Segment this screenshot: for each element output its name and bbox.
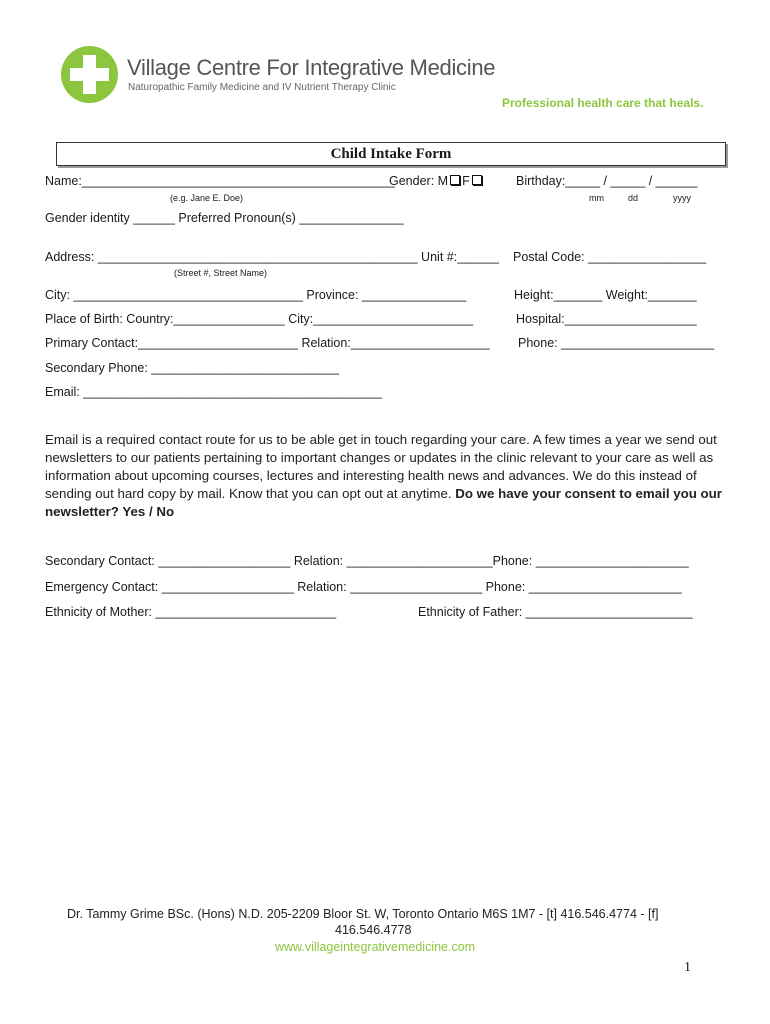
name-field[interactable]: Name:_____________________________________________ — [45, 174, 395, 188]
emergency-contact-field[interactable]: Emergency Contact: ___________________ Relation: ___________________ Phone: ______________________ — [45, 580, 682, 594]
height-weight-field[interactable]: Height:_______ Weight:_______ — [514, 288, 697, 302]
city-province-field[interactable]: City: _________________________________ Province: _______________ — [45, 288, 467, 302]
secondary-contact-field[interactable]: Secondary Contact: ___________________ Relation: _____________________Phone: ______________________ — [45, 554, 689, 568]
hospital-field[interactable]: Hospital:___________________ — [516, 312, 697, 326]
postal-code-field[interactable]: Postal Code: _________________ — [513, 250, 707, 264]
primary-contact-field[interactable]: Primary Contact:_______________________ Relation:____________________ — [45, 336, 490, 350]
secondary-phone-field[interactable]: Secondary Phone: ___________________________ — [45, 361, 340, 375]
place-of-birth-field[interactable]: Place of Birth: Country:________________ City:_______________________ — [45, 312, 474, 326]
footer-address: Dr. Tammy Grime BSc. (Hons) N.D. 205-2209 Bloor St. W, Toronto Ontario M6S 1M7 - [t] 416.546.4774 - [f] — [67, 907, 659, 921]
gender-identity-field[interactable]: Gender identity ______ Preferred Pronoun(s) _______________ — [45, 211, 404, 225]
consent-question[interactable]: Do we have your consent to email you our newsletter? Yes / No — [45, 486, 722, 519]
tagline: Professional health care that heals. — [502, 96, 704, 110]
footer-fax: 416.546.4778 — [335, 923, 412, 937]
org-subtitle: Naturopathic Family Medicine and IV Nutrient Therapy Clinic — [128, 82, 396, 93]
ethnicity-father-field[interactable]: Ethnicity of Father: ________________________ — [418, 605, 693, 619]
gender-field — [389, 174, 484, 188]
ethnicity-mother-field[interactable]: Ethnicity of Mother: __________________________ — [45, 605, 337, 619]
gender-m-checkbox[interactable] — [450, 175, 460, 185]
birthday-dd-hint: dd — [628, 193, 639, 203]
email-field[interactable]: Email: ___________________________________________ — [45, 385, 383, 399]
gender-f-label: F — [462, 174, 470, 188]
address-field[interactable]: Address: ______________________________________________ Unit #:______ — [45, 250, 499, 264]
consent-text: Email is a required contact route for us to be able get in touch regarding your care. A few times a year we send out newsletters to our patients pertaining to important changes or updates in the clinic relevant to your care as well as information about upcoming courses, lectures and interesting health news and advances. We do this instead of sending out hard copy by mail. Know that you can opt out at anytime. — [45, 432, 717, 501]
birthday-yyyy-hint: yyyy — [673, 193, 691, 203]
email-consent-paragraph — [45, 431, 735, 521]
birthday-mm-hint: mm — [589, 193, 604, 203]
address-hint: (Street #, Street Name) — [174, 268, 268, 278]
org-name: Village Centre For Integrative Medicine — [127, 55, 496, 80]
footer-url[interactable]: www.villageintegrativemedicine.com — [275, 940, 476, 954]
page-number: 1 — [684, 960, 691, 975]
birthday-field[interactable]: Birthday:_____ / _____ / ______ — [516, 174, 698, 188]
gender-label: Gender: M — [389, 174, 449, 188]
form-title: Child Intake Form — [56, 142, 726, 166]
primary-phone-field[interactable]: Phone: ______________________ — [518, 336, 715, 350]
clinic-logo-icon — [61, 46, 118, 103]
name-hint: (e.g. Jane E. Doe) — [170, 193, 244, 203]
gender-f-checkbox[interactable] — [472, 175, 482, 185]
